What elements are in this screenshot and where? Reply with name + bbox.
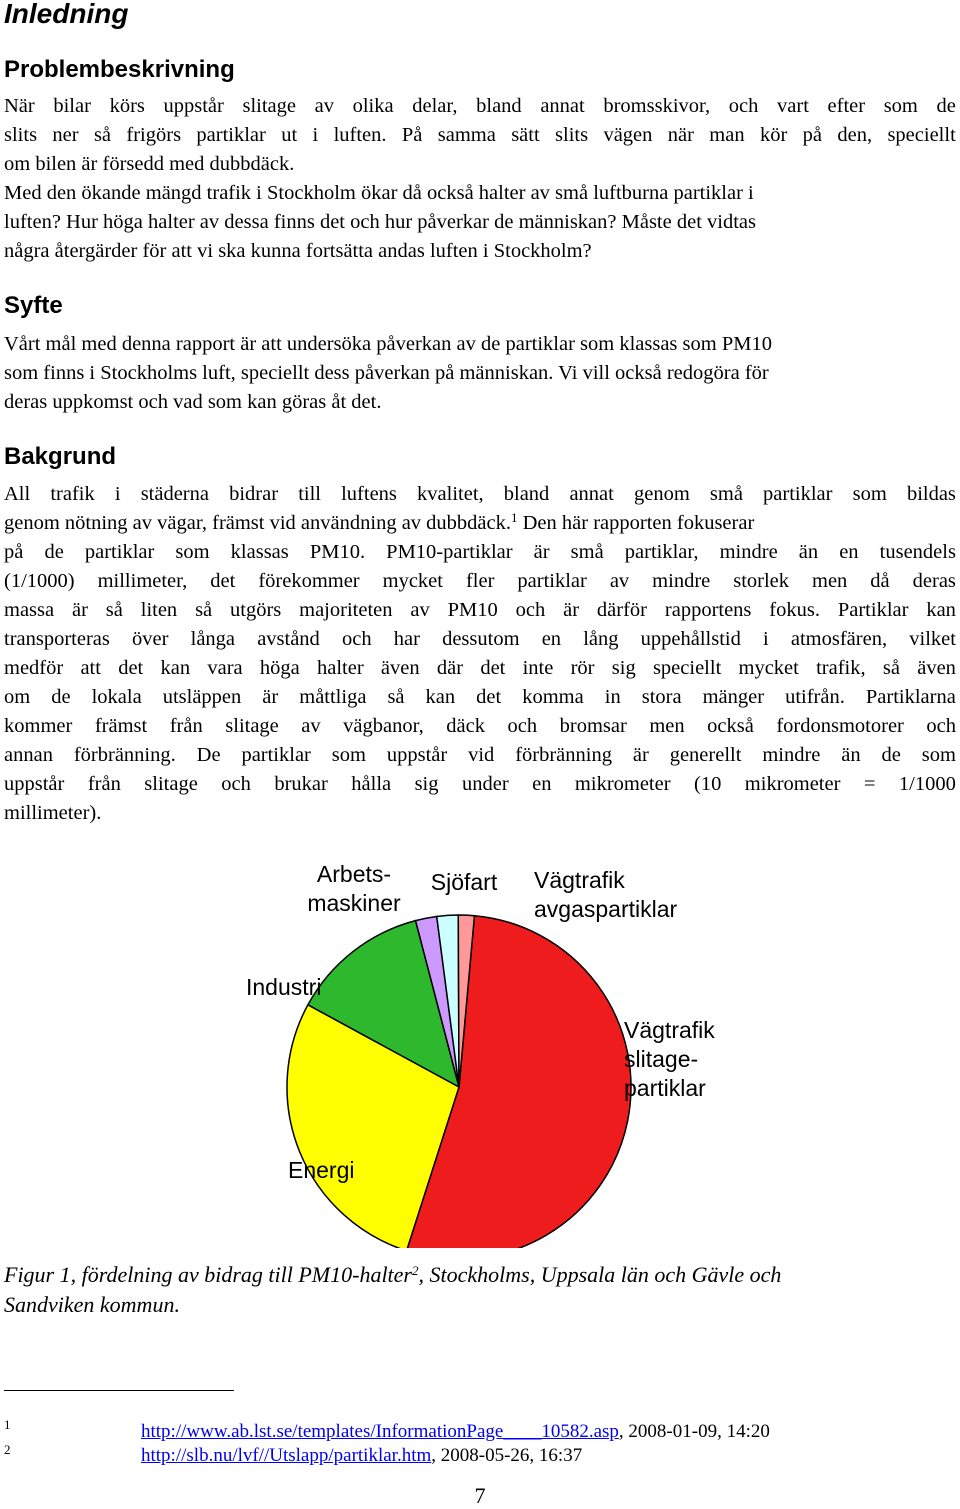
word: partiklar xyxy=(763,483,833,505)
bakgrund-line xyxy=(4,567,956,596)
word: lång xyxy=(583,628,619,650)
word: När xyxy=(4,95,35,117)
label-vagtrafik-avgas: avgaspartiklar xyxy=(534,896,678,922)
footnote-2 xyxy=(141,1444,582,1468)
word: PM10 xyxy=(447,599,498,621)
word: så xyxy=(93,124,112,146)
figure-caption-line2: Sandviken kommun. xyxy=(4,1292,180,1317)
word: rapportens xyxy=(664,599,752,621)
word: utgörs xyxy=(230,599,282,621)
word: främst xyxy=(94,715,148,737)
word: över xyxy=(132,628,169,650)
word: av xyxy=(609,570,630,592)
word: uppstår xyxy=(386,744,448,766)
word: vid xyxy=(468,744,495,766)
word: mindre xyxy=(762,744,821,766)
word: vart xyxy=(777,95,809,117)
word: små xyxy=(570,541,604,563)
word: en xyxy=(839,541,859,563)
word: = xyxy=(863,773,876,795)
page-number: 7 xyxy=(474,1483,486,1508)
word: slits xyxy=(555,124,589,146)
word: fokus. xyxy=(769,599,820,621)
word: kvalitet, xyxy=(417,483,484,505)
word: stora xyxy=(641,686,682,708)
word: körs xyxy=(109,95,145,117)
word: PM10. xyxy=(309,541,366,563)
word: atmosfären, xyxy=(790,628,888,650)
word: i xyxy=(114,483,121,505)
word: man xyxy=(709,124,745,146)
footnote-number: 2 xyxy=(4,1442,11,1457)
word: partiklar, xyxy=(624,541,699,563)
word: partiklar xyxy=(84,541,155,563)
word: så xyxy=(105,599,123,621)
word: komma xyxy=(522,686,584,708)
word: än xyxy=(841,744,861,766)
word: förbränning xyxy=(515,744,612,766)
word: annan xyxy=(4,744,53,766)
pie-chart-svg xyxy=(238,848,798,1248)
word: den, xyxy=(837,124,873,146)
word: luften. xyxy=(333,124,387,146)
word: vägen xyxy=(603,124,653,146)
word: av xyxy=(314,95,334,117)
footnote-rule xyxy=(4,1390,234,1391)
word: kan xyxy=(926,599,956,621)
word: en xyxy=(541,628,562,650)
word: vägbanor, xyxy=(343,715,424,737)
word: bildas xyxy=(906,483,956,505)
word: som xyxy=(331,744,366,766)
section-title-problem: Problembeskrivning xyxy=(4,56,235,83)
word: samma xyxy=(437,124,496,146)
bakgrund-line xyxy=(4,683,956,712)
footnote-date: , 2008-05-26, 16:37 xyxy=(431,1445,583,1466)
word: förbränning. xyxy=(73,744,176,766)
word: av xyxy=(410,599,430,621)
word: millimeter, xyxy=(97,570,188,592)
word: men xyxy=(649,715,685,737)
word: olika xyxy=(352,95,394,117)
word: de xyxy=(44,541,64,563)
word: på xyxy=(802,124,822,146)
word: uppstår xyxy=(163,95,224,117)
problem-line: några återgärder för att vi ska kunna fortsätta andas luften i Stockholm? xyxy=(4,240,592,262)
section-title-bakgrund: Bakgrund xyxy=(4,443,117,470)
syfte-line: Vårt mål med denna rapport är att undersöka påverkan av de partiklar som klassas som PM10 xyxy=(4,333,772,355)
word: små xyxy=(709,483,743,505)
bakgrund-line: millimeter). xyxy=(4,802,102,824)
word: sig xyxy=(414,773,439,795)
word: slits xyxy=(4,124,38,146)
bakgrund-line xyxy=(4,712,956,741)
word: från xyxy=(169,715,203,737)
word: måttliga xyxy=(299,686,367,708)
word: bidrar xyxy=(229,483,279,505)
word: dessutom xyxy=(442,628,520,650)
word: På xyxy=(401,124,423,146)
word: till xyxy=(298,483,321,505)
word: har xyxy=(393,628,420,650)
word: och xyxy=(926,715,956,737)
problem-line: om bilen är försedd med dubbdäck. xyxy=(4,153,295,175)
word: halter xyxy=(317,657,364,679)
word: partiklar xyxy=(241,744,311,766)
word: transporteras xyxy=(4,628,110,650)
word: massa xyxy=(4,599,55,621)
label-vagtrafik-slitage: Vägtrafik xyxy=(624,1017,715,1043)
word: däck xyxy=(446,715,485,737)
word: och xyxy=(341,628,372,650)
word: bromsskivor, xyxy=(603,95,711,117)
word: så xyxy=(195,599,213,621)
pie-chart xyxy=(238,848,798,1248)
word: kan xyxy=(160,657,191,679)
word: höga xyxy=(259,657,300,679)
word: slitage xyxy=(225,715,279,737)
word: om xyxy=(4,686,31,708)
word: det xyxy=(210,570,236,592)
word: storlek xyxy=(733,570,790,592)
word: städerna xyxy=(140,483,209,505)
word: annat xyxy=(540,95,585,117)
footnote-ref-2[interactable]: 2 xyxy=(412,1263,419,1278)
word: vilket xyxy=(909,628,956,650)
word: kommer xyxy=(4,715,73,737)
word: trafik, xyxy=(816,657,866,679)
word: rör xyxy=(570,657,595,679)
word: kan xyxy=(425,686,456,708)
word: efter xyxy=(827,95,866,117)
word: av xyxy=(301,715,321,737)
label-energi: Energi xyxy=(288,1157,355,1183)
bakgrund-line xyxy=(4,770,956,799)
label-vagtrafik-avgas: Vägtrafik xyxy=(534,867,625,893)
word: det xyxy=(476,686,502,708)
word: trafik xyxy=(50,483,95,505)
word: mikrometer xyxy=(744,773,841,795)
word: uppstår xyxy=(4,773,65,795)
bakgrund-line xyxy=(4,480,956,509)
word: de xyxy=(51,686,71,708)
word: de xyxy=(881,744,901,766)
word: vara xyxy=(207,657,243,679)
word: förekommer xyxy=(258,570,360,592)
word: 1/1000 xyxy=(898,773,956,795)
word: på xyxy=(4,541,24,563)
caption-text: , Stockholms, Uppsala län och Gävle och xyxy=(418,1262,782,1287)
problem-line xyxy=(4,121,956,150)
page-heading: Inledning xyxy=(4,0,129,29)
word: mikrometer xyxy=(574,773,671,795)
word: in xyxy=(604,686,621,708)
word: (10 xyxy=(694,773,722,795)
word: i xyxy=(763,628,769,650)
word: lokala xyxy=(91,686,142,708)
word: och xyxy=(515,599,546,621)
word: mindre xyxy=(652,570,711,592)
problem-line: Med den ökande mängd trafik i Stockholm ökar då också halter av små luftburna partiklar i xyxy=(4,182,754,204)
caption-text: Figur 1, fördelning av bidrag till PM10-halter xyxy=(4,1262,412,1287)
word: är xyxy=(533,541,550,563)
bakgrund-line xyxy=(4,741,956,770)
word: utifrån. xyxy=(785,686,845,708)
word: tusendels xyxy=(879,541,956,563)
word: under xyxy=(461,773,509,795)
word: utsläppen xyxy=(162,686,242,708)
word: liten xyxy=(140,599,178,621)
line-text: genom nötning av vägar, främst vid användning av dubbdäck. xyxy=(4,512,511,534)
word: en xyxy=(532,773,552,795)
word: som xyxy=(883,95,918,117)
word: där xyxy=(436,657,464,679)
word: och xyxy=(728,95,759,117)
word: Partiklarna xyxy=(865,686,956,708)
word: även xyxy=(917,657,956,679)
word: kör xyxy=(759,124,788,146)
word: då xyxy=(870,570,890,592)
word: så xyxy=(882,657,900,679)
word: som xyxy=(852,483,887,505)
bakgrund-line xyxy=(4,625,956,654)
word: från xyxy=(87,773,121,795)
label-arbetsmaskiner: Arbets- xyxy=(316,861,392,887)
figure-caption xyxy=(4,1260,956,1290)
bakgrund-line xyxy=(4,538,956,567)
label-arbetsmaskiner: maskiner xyxy=(307,890,401,916)
word: som xyxy=(921,744,956,766)
word: medför xyxy=(4,657,64,679)
bakgrund-line xyxy=(4,654,956,683)
word: också xyxy=(707,715,754,737)
word: Partiklar xyxy=(837,599,909,621)
word: bland xyxy=(503,483,550,505)
word: är xyxy=(563,599,580,621)
word: fordonsmotorer xyxy=(776,715,904,737)
bakgrund-line xyxy=(4,596,956,625)
word: är xyxy=(71,599,88,621)
footnote-link[interactable]: http://slb.nu/lvf//Utslapp/partiklar.htm xyxy=(141,1445,432,1466)
word: bromsar xyxy=(559,715,627,737)
word: mycket xyxy=(738,657,799,679)
word: att xyxy=(80,657,101,679)
word: när xyxy=(667,124,694,146)
word: klassas xyxy=(230,541,289,563)
word: deras xyxy=(912,570,956,592)
word: partiklar xyxy=(196,124,266,146)
label-sjofart: Sjöfart xyxy=(430,869,498,895)
word: generellt xyxy=(669,744,742,766)
syfte-line: som finns i Stockholms luft, speciellt dess påverkan på människan. Vi vill också redogöra för xyxy=(4,362,769,384)
word: hålla xyxy=(351,773,392,795)
word: bland xyxy=(476,95,522,117)
word: än xyxy=(798,541,819,563)
word: i xyxy=(312,124,319,146)
word: slitage xyxy=(144,773,198,795)
word: avstånd xyxy=(257,628,320,650)
label-industri: Industri xyxy=(246,974,322,1000)
bakgrund-line xyxy=(4,509,956,538)
word: långa xyxy=(190,628,236,650)
label-vagtrafik-slitage: partiklar xyxy=(624,1075,706,1101)
word: mindre xyxy=(719,541,778,563)
word: de xyxy=(936,95,956,117)
word: sig xyxy=(611,657,636,679)
word: det xyxy=(118,657,144,679)
word: brukar xyxy=(274,773,328,795)
word: mycket xyxy=(382,570,443,592)
word: frigörs xyxy=(126,124,182,146)
word: och xyxy=(221,773,251,795)
problem-line xyxy=(4,92,956,121)
word: och xyxy=(507,715,538,737)
footnote-number: 1 xyxy=(4,1417,11,1432)
word: det xyxy=(480,657,506,679)
line-text: Den här rapporten fokuserar xyxy=(517,512,755,534)
word: även xyxy=(380,657,420,679)
footnote-ref-1[interactable]: 1 xyxy=(511,510,518,525)
word: fler xyxy=(465,570,495,592)
word: genom xyxy=(633,483,690,505)
word: sätt xyxy=(511,124,540,146)
word: mänger xyxy=(702,686,765,708)
word: delar, xyxy=(412,95,458,117)
word: annat xyxy=(569,483,614,505)
word: (1/1000) xyxy=(4,570,75,592)
word: ner xyxy=(52,124,79,146)
word: PM10-partiklar xyxy=(386,541,513,563)
footnote-link[interactable]: http://www.ab.lst.se/templates/InformationPage____10582.asp xyxy=(141,1421,619,1442)
label-vagtrafik-slitage: slitage- xyxy=(624,1046,699,1072)
word: speciellt xyxy=(652,657,722,679)
word: är xyxy=(262,686,279,708)
word: ut xyxy=(281,124,298,146)
word: slitage xyxy=(242,95,296,117)
word: speciellt xyxy=(887,124,956,146)
word: som xyxy=(175,541,210,563)
word: därför xyxy=(596,599,648,621)
word: luftens xyxy=(341,483,397,505)
word: All xyxy=(4,483,31,505)
word: uppehållstid xyxy=(640,628,741,650)
word: majoriteten xyxy=(299,599,393,621)
syfte-line: deras uppkomst och vad som kan göras åt det. xyxy=(4,391,382,413)
problem-line: luften? Hur höga halter av dessa finns det och hur påverkar de människan? Måste det vidtas xyxy=(4,211,756,233)
word: så xyxy=(387,686,405,708)
word: men xyxy=(812,570,848,592)
section-title-syfte: Syfte xyxy=(4,292,63,319)
word: partiklar xyxy=(517,570,587,592)
word: är xyxy=(632,744,649,766)
word: inte xyxy=(522,657,554,679)
footnote-1 xyxy=(141,1420,770,1444)
footnote-date: , 2008-01-09, 14:20 xyxy=(618,1421,770,1442)
word: De xyxy=(196,744,221,766)
word: bilar xyxy=(53,95,91,117)
